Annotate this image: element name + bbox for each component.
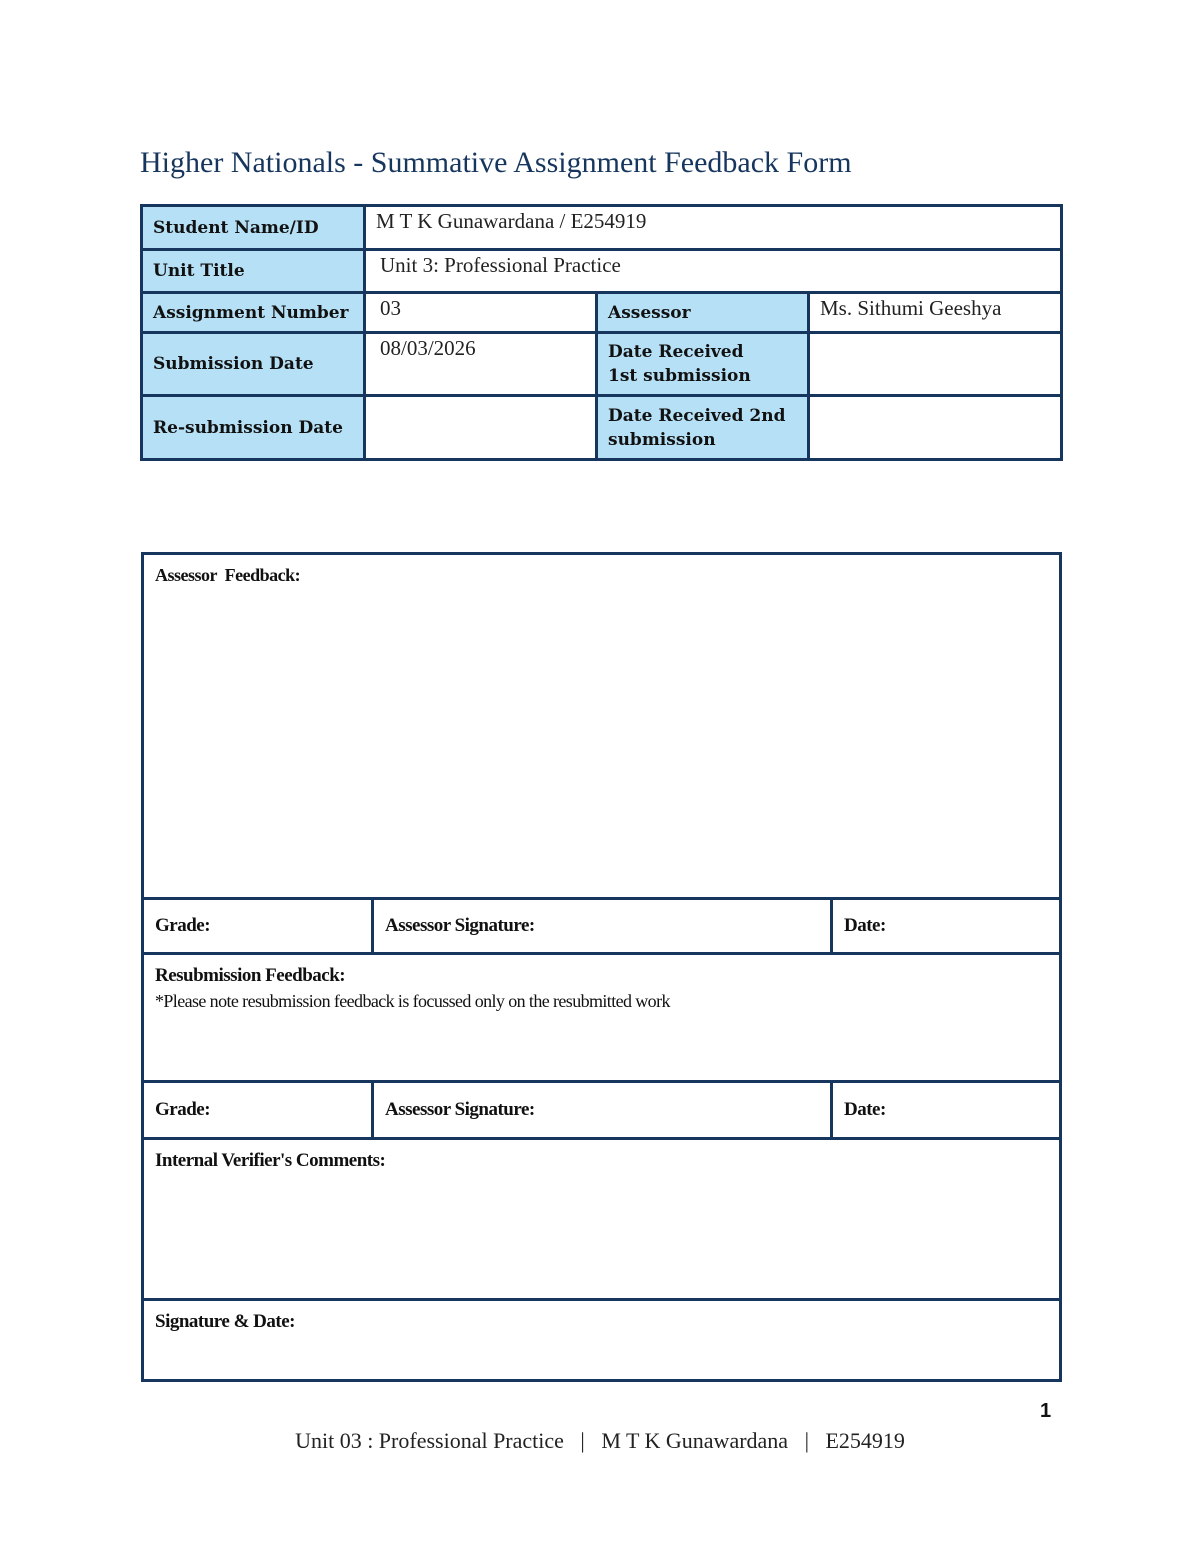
assessor-feedback-cell: [143, 554, 1061, 899]
date-received-1st-line2: 1st submission: [608, 366, 751, 386]
student-info-table: [140, 204, 1063, 461]
date-received-1st-label: [597, 333, 809, 396]
assignment-number-label: Assignment Number: [142, 293, 365, 333]
page-number: 1: [1040, 1400, 1052, 1422]
date-received-1st-line1: Date Received: [608, 342, 744, 362]
assignment-number-value: 03: [365, 293, 597, 333]
assessor-feedback-label: Assessor Feedback:: [155, 565, 301, 585]
form-title: Higher Nationals - Summative Assignment Feedback Form: [140, 146, 852, 179]
signature-date-label: Signature & Date:: [155, 1311, 295, 1332]
internal-verifier-cell: [143, 1139, 1061, 1300]
date-received-2nd-line1: Date Received 2nd: [608, 405, 786, 426]
assessor-value: Ms. Sithumi Geeshya: [809, 293, 1062, 333]
assessor-signature-label-2: Assessor Signature:: [373, 1082, 832, 1139]
submission-date-label: Submission Date: [142, 333, 365, 396]
signature-date-cell: [143, 1300, 1061, 1381]
student-name-value: M T K Gunawardana / E254919: [365, 206, 1062, 250]
submission-date-value: 08/03/2026: [365, 333, 597, 396]
grade-label-2: Grade:: [143, 1082, 373, 1139]
internal-verifier-label: Internal Verifier's Comments:: [155, 1150, 386, 1171]
unit-title-label: Unit Title: [142, 250, 365, 293]
assessor-label: Assessor: [597, 293, 809, 333]
feedback-table: [141, 552, 1062, 1382]
grade-label: Grade:: [143, 899, 373, 954]
date-label-2: Date:: [832, 1082, 1061, 1139]
resubmission-feedback-cell: [143, 954, 1061, 1082]
date-received-2nd-value: [809, 396, 1062, 460]
assessor-signature-label: Assessor Signature:: [373, 899, 832, 954]
resubmission-feedback-label: Resubmission Feedback:: [155, 965, 346, 986]
date-received-1st-value: [809, 333, 1062, 396]
date-received-2nd-line2: submission: [608, 429, 716, 450]
page-footer: Unit 03 : Professional Practice | M T K Gunawardana | E254919: [295, 1428, 905, 1453]
date-label: Date:: [832, 899, 1061, 954]
resubmission-note: *Please note resubmission feedback is focussed only on the resubmitted work: [155, 991, 670, 1011]
unit-title-value: Unit 3: Professional Practice: [365, 250, 1062, 293]
resubmission-date-label: Re-submission Date: [142, 396, 365, 460]
student-name-label: Student Name/ID: [142, 206, 365, 250]
date-received-2nd-label: [597, 396, 809, 460]
resubmission-date-value: [365, 396, 597, 460]
